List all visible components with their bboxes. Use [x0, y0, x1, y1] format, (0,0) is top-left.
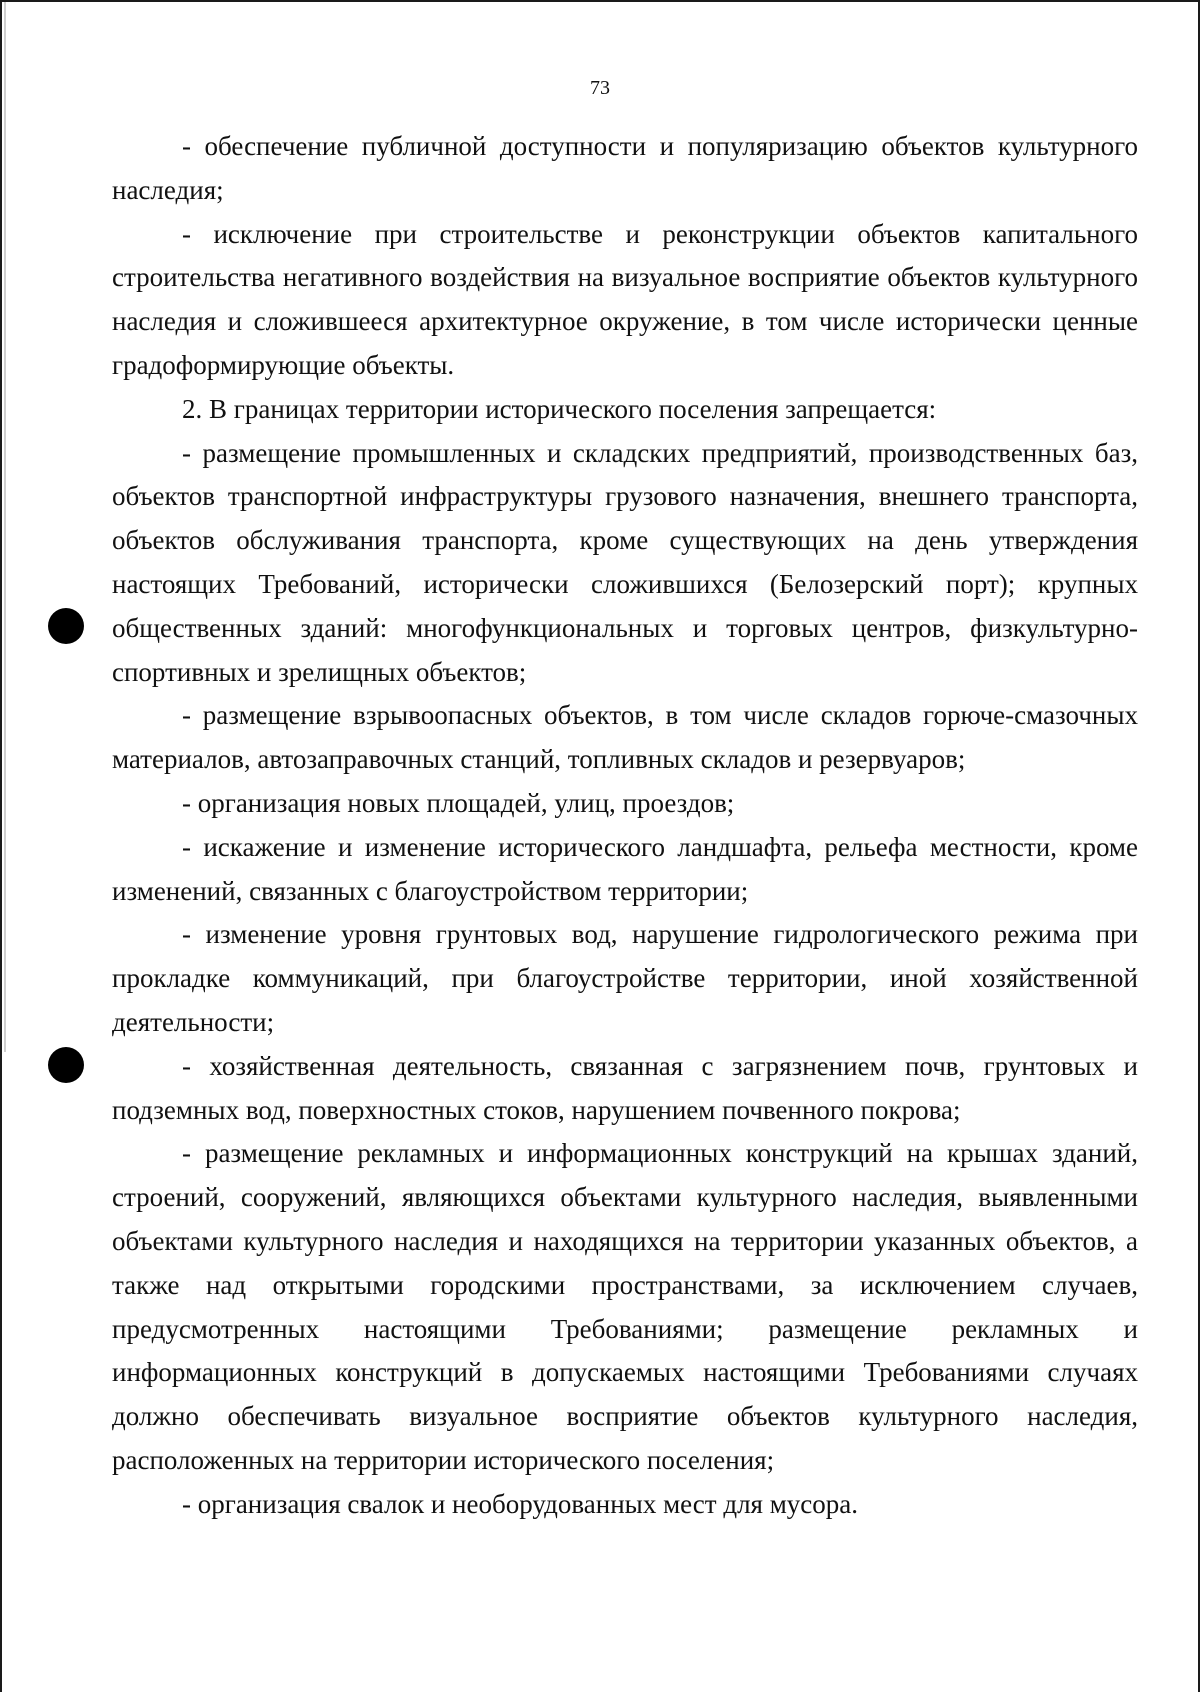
paragraph-advertising: - размещение рекламных и информационных конструкций на крышах зданий, строений, сооружений, являющихся объектами культурного наследия, выявленными объектами культурного наследия и находящихся на территории указанных объектов, а также над открытыми городскими пространствами, за исключением случаев, предусмотренных настоящими Требованиями; размещение рекламных и информационных конструкций в допускаемых настоящими Требованиями случаях должно обеспечивать визуальное восприятие объектов культурного наследия, расположенных на территории исторического поселения; [112, 1138, 1138, 1475]
scan-edge-line [4, 2, 6, 1052]
paragraph-explosive-objects: - размещение взрывоопасных объектов, в том числе складов горюче-смазочных материалов, автозаправочных станций, топливных складов и резервуаров; [112, 700, 1138, 775]
punch-hole-mark [48, 1047, 84, 1083]
paragraph-industrial-placement: - размещение промышленных и складских предприятий, производственных баз, объектов транспортной инфраструктуры грузового назначения, внешнего транспорта, объектов обслуживания транспорта, кроме существующих на день утверждения настоящих Требований, исторически сложившихся (Белозерский порт); крупных общественных зданий: многофункциональных и торговых центров, физкультурно-спортивных и зрелищных объектов; [112, 437, 1138, 687]
document-body [112, 125, 1138, 1527]
paragraph-dumps: - организация свалок и необорудованных мест для мусора. [182, 1488, 859, 1519]
paragraph-prohibitions-heading: 2. В границах территории исторического поселения запрещается: [182, 393, 937, 424]
paragraph-groundwater: - изменение уровня грунтовых вод, нарушение гидрологического режима при прокладке коммуникаций, при благоустройстве территории, иной хозяйственной деятельности; [112, 919, 1138, 1037]
page-number: 73 [590, 77, 610, 99]
paragraph-public-access: - обеспечение публичной доступности и популяризацию объектов культурного наследия; [112, 131, 1138, 205]
paragraph-construction-exclusion: - исключение при строительстве и реконструкции объектов капитального строительства негативного воздействия на визуальное восприятие объектов культурного наследия и сложившееся архитектурное окружение, в том числе исторически ценные градоформирующие объекты. [112, 218, 1138, 380]
paragraph-soil-pollution: - хозяйственная деятельность, связанная с загрязнением почв, грунтовых и подземных вод, поверхностных стоков, нарушением почвенного покрова; [112, 1050, 1138, 1125]
punch-hole-mark [48, 608, 84, 644]
paragraph-landscape-distortion: - искажение и изменение исторического ландшафта, рельефа местности, кроме изменений, связанных с благоустройством территории; [112, 831, 1138, 906]
paragraph-new-squares: - организация новых площадей, улиц, проездов; [182, 787, 735, 818]
